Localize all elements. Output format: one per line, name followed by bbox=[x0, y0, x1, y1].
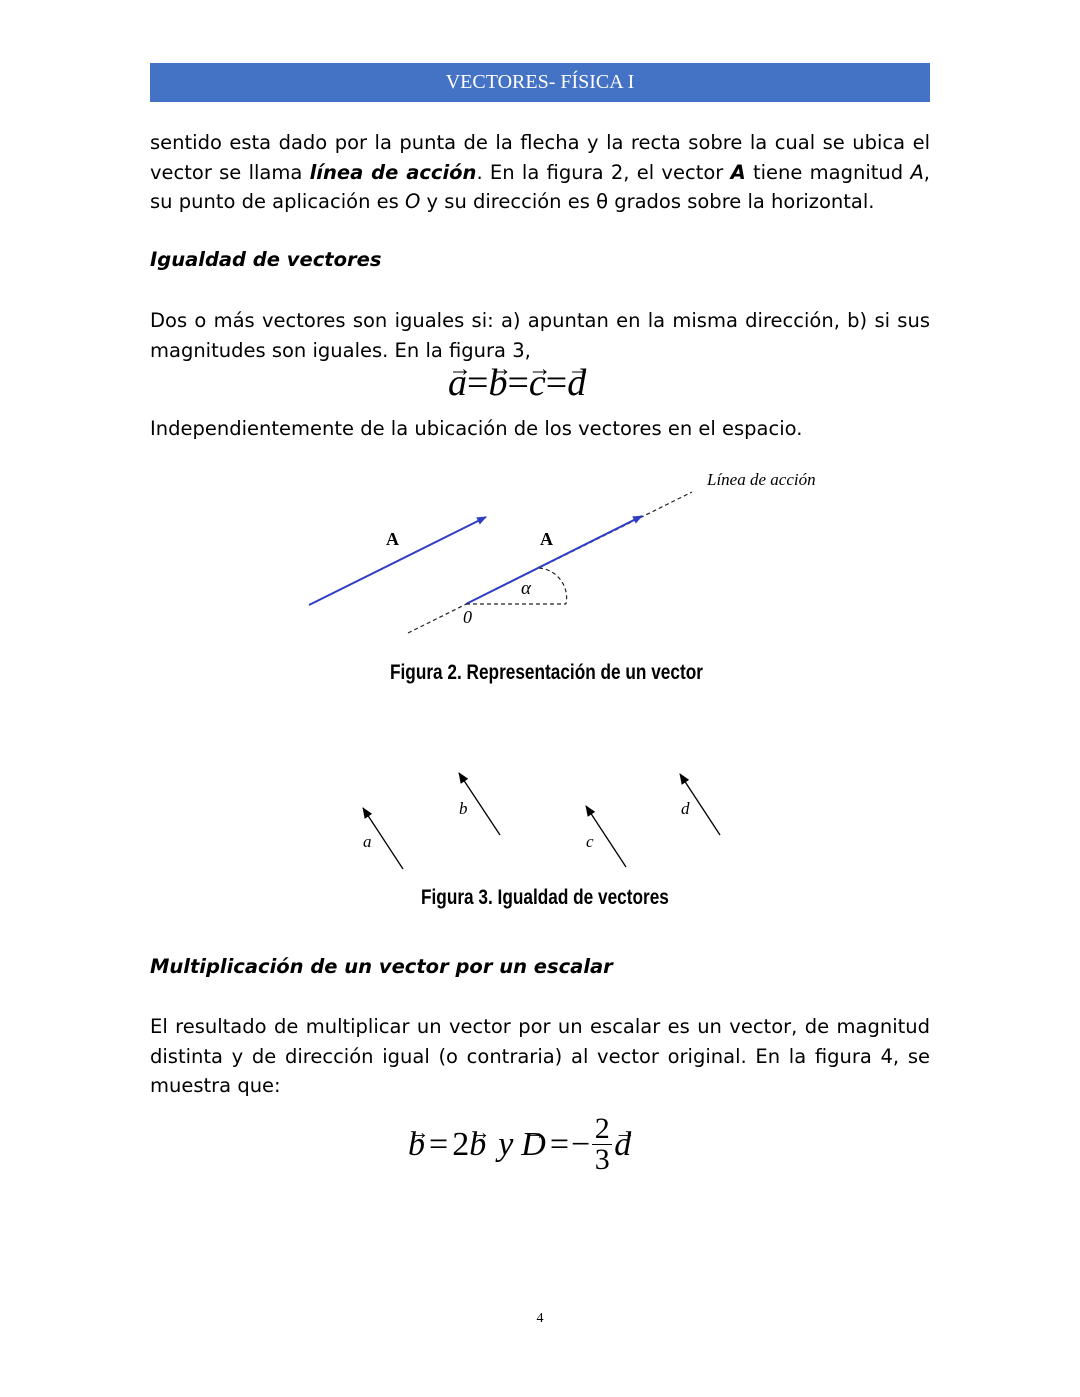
vector-D-symbol: → D bbox=[521, 1125, 546, 1165]
vector-b-label: b bbox=[459, 799, 468, 818]
page-number: 4 bbox=[536, 1311, 544, 1326]
vector-b-symbol: → b bbox=[469, 1125, 486, 1165]
equals-sign: = bbox=[549, 1125, 570, 1163]
scalar-two: 2 bbox=[452, 1125, 470, 1163]
angle-arc bbox=[539, 568, 567, 604]
line-of-action-label: Línea de acción bbox=[707, 470, 816, 489]
vector-a-symbol: → a bbox=[448, 362, 467, 404]
vector-d-label: d bbox=[681, 799, 690, 818]
figure-3-caption: Figura 3. Igualdad de vectores bbox=[421, 886, 669, 909]
paragraph-multiplicacion: El resultado de multiplicar un vector por un escalar es un vector, de magnitud distinta y de dirección igual (o contraria) al vector original. En la figura 4, se muestra que: bbox=[150, 1015, 930, 1097]
vector-b-symbol: → b bbox=[408, 1125, 425, 1165]
fraction-denominator: 3 bbox=[594, 1143, 610, 1176]
vector-b-symbol: → b bbox=[488, 362, 507, 404]
vector-c-symbol: → c bbox=[529, 362, 546, 404]
paragraph-igualdad: Dos o más vectores son iguales si: a) apuntan en la misma dirección, b) si sus magnitudes son iguales. En la figura 3, bbox=[150, 309, 930, 362]
equation-scalar bbox=[408, 1114, 631, 1175]
minus-sign: − bbox=[571, 1125, 591, 1163]
section-heading-multiplicacion: Multiplicación de un vector por un escalar bbox=[150, 955, 613, 978]
paragraph-independiente: Independientemente de la ubicación de los vectores en el espacio. bbox=[150, 417, 803, 440]
italic-text: O bbox=[404, 190, 421, 213]
vector-A-right bbox=[466, 516, 642, 604]
vector-d-symbol: → d bbox=[567, 362, 586, 404]
equals-sign: = bbox=[467, 362, 489, 404]
equals-sign: = bbox=[507, 362, 529, 404]
equals-sign: = bbox=[429, 1125, 449, 1163]
vector-A-left-label: A bbox=[386, 529, 399, 549]
italic-text: A bbox=[910, 160, 924, 184]
text: y su dirección es θ grados sobre la horizontal. bbox=[420, 190, 875, 213]
emphasis-text: línea de acción bbox=[309, 160, 477, 184]
fraction-numerator: 2 bbox=[594, 1112, 610, 1145]
header-title: VECTORES- FÍSICA I bbox=[445, 71, 635, 93]
text: , su punto de aplicación es bbox=[150, 160, 930, 213]
vector-c-label: c bbox=[586, 832, 594, 851]
fraction-two-thirds bbox=[592, 1114, 612, 1175]
figure-2-caption: Figura 2. Representación de un vector bbox=[390, 661, 703, 684]
equals-sign: = bbox=[545, 362, 568, 404]
vector-A-right-label: A bbox=[540, 529, 553, 549]
text: sentido esta dado por la punta de la flecha y la recta sobre la cual se ubica el vector se llama bbox=[150, 131, 930, 184]
angle-label: α bbox=[521, 578, 531, 599]
emphasis-text: A bbox=[730, 160, 746, 184]
vector-a-label: a bbox=[363, 832, 372, 851]
section-heading-igualdad: Igualdad de vectores bbox=[150, 248, 382, 271]
figure-2 bbox=[309, 492, 692, 633]
figure-3 bbox=[363, 773, 720, 869]
text: . En la figura 2, el vector bbox=[476, 160, 731, 184]
vector-d-symbol: → d bbox=[614, 1125, 631, 1165]
origin-label: 0 bbox=[463, 607, 472, 627]
conjunction-y: y bbox=[498, 1125, 514, 1163]
text: tiene magnitud bbox=[745, 160, 911, 184]
